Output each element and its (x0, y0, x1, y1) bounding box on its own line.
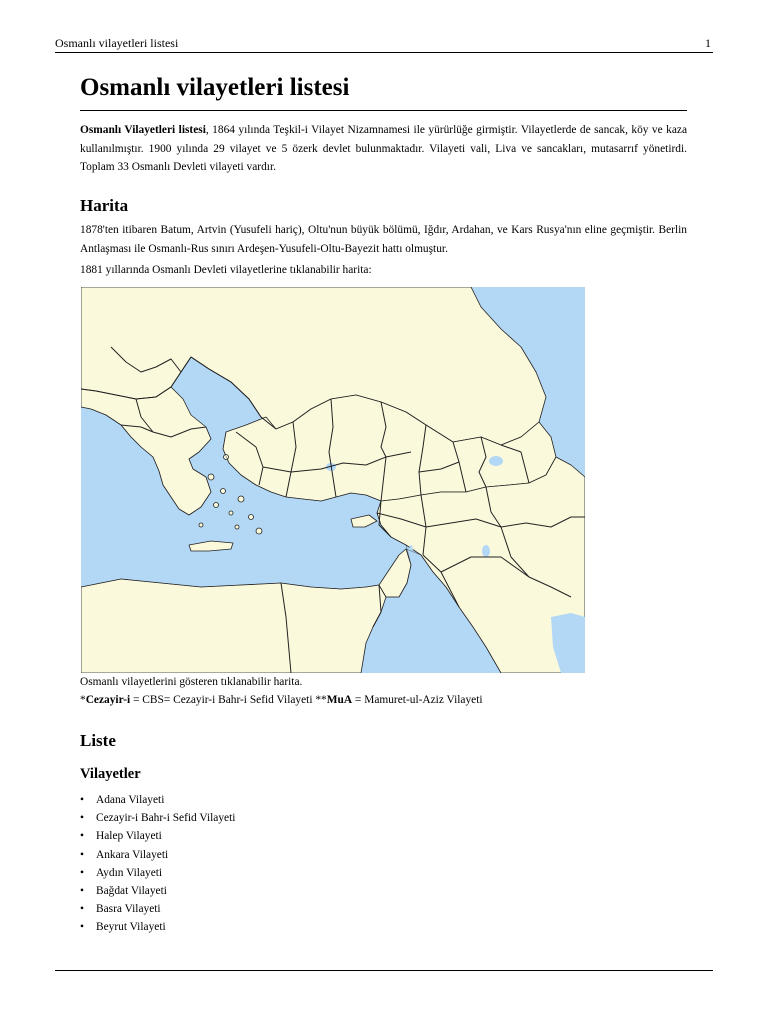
ottoman-provinces-map[interactable] (81, 287, 585, 673)
map-lead-text: 1881 yıllarında Osmanlı Devleti vilayetlerine tıklanabilir harita: (80, 264, 372, 276)
map-island (238, 496, 244, 502)
legend-text-1: = CBS= Cezayir-i Bahr-i Sefid Vilayeti ** (130, 694, 327, 706)
map-island (214, 503, 219, 508)
province-list-item[interactable]: • Basra Vilayeti (80, 900, 235, 918)
province-list-item[interactable]: • Beyrut Vilayeti (80, 918, 235, 936)
map-island (229, 511, 233, 515)
intro-paragraph (80, 121, 687, 177)
page-number: 1 (705, 36, 711, 50)
running-header (55, 36, 713, 53)
map-island (199, 523, 203, 527)
map-island (208, 474, 214, 480)
map-lake-iraq (482, 545, 490, 557)
province-list-item[interactable]: • Halep Vilayeti (80, 827, 235, 845)
running-header-title: Osmanlı vilayetleri listesi (55, 36, 179, 50)
map-island (221, 489, 226, 494)
province-list (80, 791, 235, 937)
map-land-africa (81, 579, 386, 673)
map-island (235, 525, 239, 529)
harita-paragraph: 1878'ten itibaren Batum, Artvin (Yusufeli hariç), Oltu'nun büyük bölümü, Iğdır, Ardahan, ve Kars Rusya'nın eline geçmiştir. Berlin Antlaşması ile Osmanlı-Rus sınırı Ardeşen-Yusufeli-Oltu-Bayezit hattı olmuştur. (80, 224, 687, 255)
intro-bold-term: Osmanlı Vilayetleri listesi (80, 124, 206, 136)
map-image[interactable] (81, 287, 585, 673)
subsection-heading-vilayetler: Vilayetler (80, 766, 141, 782)
province-list-item[interactable]: • Ankara Vilayeti (80, 846, 235, 864)
intro-text: , 1864 yılında Teşkil-i Vilayet Nizamnamesi ile yürürlüğe girmiştir. Vilayetlerde de sancak, köy ve kaza kullanılmıştır. 1900 yılında 29 vilayet ve 5 özerk devlet bulunmaktadır. Vilayeti vali, Liva ve sancakları, mutasarrıf yönetirdi. Toplam 33 Osmanlı Devleti vilayeti vardır. (80, 124, 687, 173)
map-island (249, 515, 254, 520)
map-caption: Osmanlı vilayetlerini gösteren tıklanabilir harita. (80, 676, 303, 688)
map-island (256, 528, 262, 534)
province-list-item[interactable]: • Cezayir-i Bahr-i Sefid Vilayeti (80, 809, 235, 827)
footer-rule (55, 970, 713, 971)
legend-text-2: = Mamuret-ul-Aziz Vilayeti (352, 694, 483, 706)
province-list-item[interactable]: • Adana Vilayeti (80, 791, 235, 809)
legend-bold-cezayir: Cezayir-i (85, 694, 131, 706)
province-list-item[interactable]: • Bağdat Vilayeti (80, 882, 235, 900)
section-heading-liste: Liste (80, 731, 116, 750)
legend-prefix-1: * (80, 694, 86, 706)
section-heading-harita: Harita (80, 196, 129, 215)
province-list-item[interactable]: • Aydın Vilayeti (80, 864, 235, 882)
legend-bold-mua: MuA (326, 694, 353, 706)
map-lake-van (489, 456, 503, 466)
page-title: Osmanlı vilayetleri listesi (80, 72, 687, 111)
map-legend-note (80, 691, 687, 710)
